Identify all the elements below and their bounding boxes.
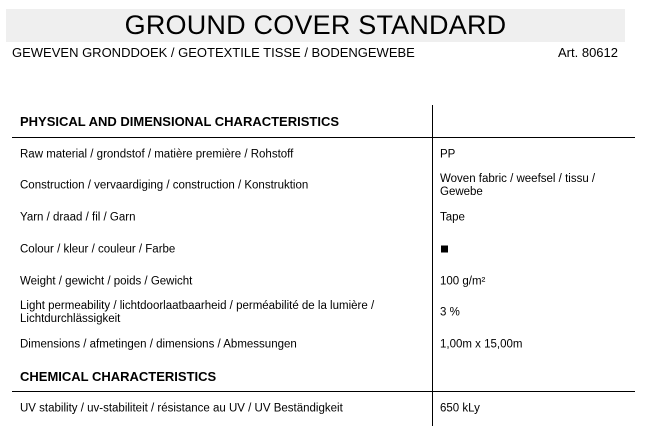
row-value: 100 g/m² [440,275,486,288]
row-label: Yarn / draad / fil / Garn [20,211,136,224]
section-title-physical: PHYSICAL AND DIMENSIONAL CHARACTERISTICS [20,114,340,129]
row-value: 3 % [440,306,460,319]
row-value: Woven fabric / weefsel / tissu / Gewebe [440,173,596,198]
row-label: UV stability / uv-stabiliteit / résistance au UV / UV Beständigkeit [20,402,343,415]
row-value: PP [440,148,456,161]
row-label: Colour / kleur / couleur / Farbe [20,243,176,256]
row-value: 650 kLy [440,402,480,415]
row-value: 1,00m x 15,00m [440,338,523,351]
row-label: Dimensions / afmetingen / dimensions / Abmessungen [20,338,297,351]
colour-swatch [441,246,448,253]
column-divider [432,105,433,426]
row-value [440,244,630,257]
row-label: Construction / vervaardiging / construction / Konstruktion [20,179,309,192]
product-subtitle: GEWEVEN GRONDDOEK / GEOTEXTILE TISSE / BODENGEWEBE [12,45,415,60]
title-bar [6,9,625,42]
row-label: Raw material / grondstof / matière première / Rohstoff [20,148,294,161]
article-number: Art. 80612 [558,45,618,60]
page-title: GROUND COVER STANDARD [124,10,507,40]
section-title-chemical: CHEMICAL CHARACTERISTICS [20,369,217,384]
row-label: Light permeability / lichtdoorlaatbaarheid / perméabilité de la lumière / Lichtdurchlässigkeit [20,300,375,325]
section-divider-chemical [12,391,635,392]
section-divider-physical [12,137,635,138]
row-value: Tape [440,211,465,224]
row-label: Weight / gewicht / poids / Gewicht [20,275,193,288]
